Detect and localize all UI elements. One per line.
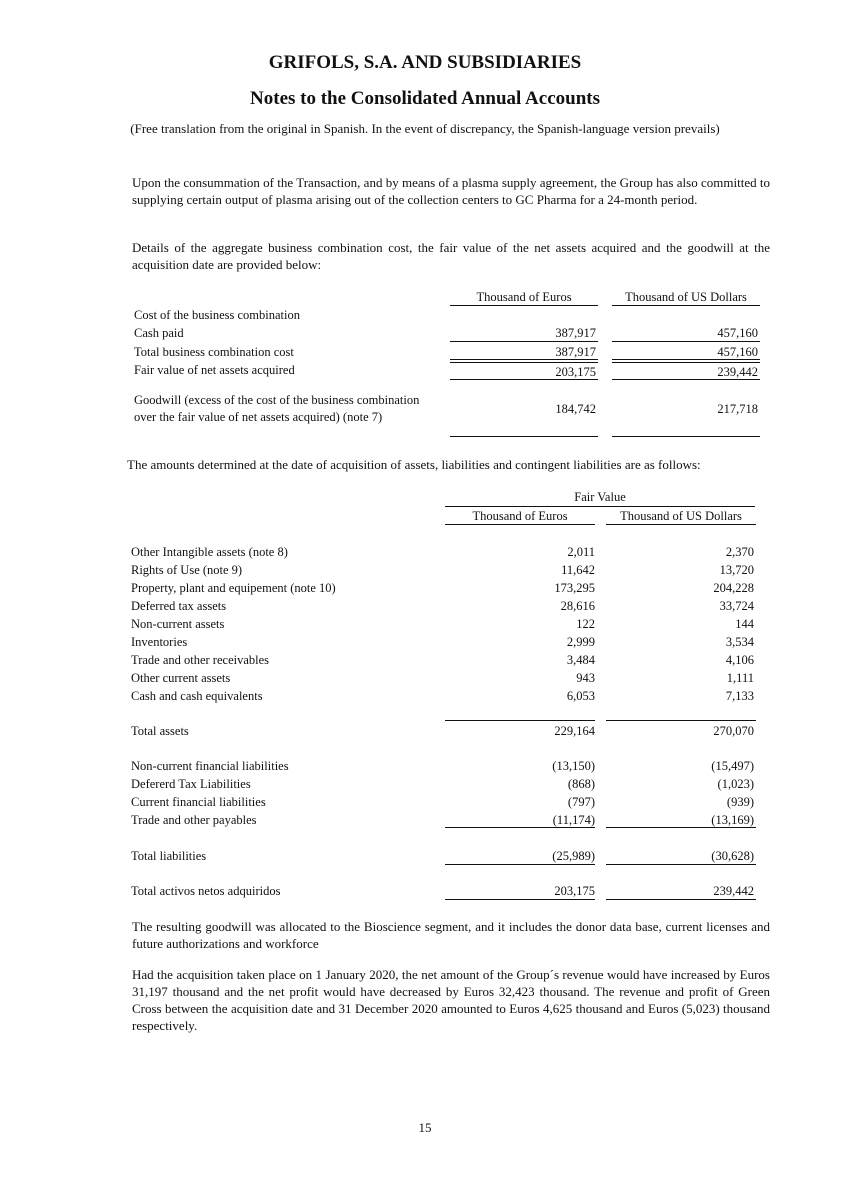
page-number: 15 xyxy=(418,1120,432,1135)
table1-row-label: Total business combination cost xyxy=(134,345,294,359)
table1-double-rule xyxy=(612,362,760,363)
asset-row-label: Deferred tax assets xyxy=(131,599,227,613)
asset-row-usd: 13,720 xyxy=(719,563,754,577)
total-net-assets-eur: 203,175 xyxy=(554,884,595,898)
table1-section-label: Cost of the business combination xyxy=(134,308,300,322)
goodwill-usd: 217,718 xyxy=(717,402,758,416)
asset-row-eur: 28,616 xyxy=(560,599,595,613)
liability-row-usd: (1,023) xyxy=(717,777,754,791)
asset-row-eur: 943 xyxy=(576,671,595,685)
asset-row-usd: 2,370 xyxy=(725,545,754,559)
total-liabilities-eur: (25,989) xyxy=(552,849,595,863)
asset-row-eur: 2,011 xyxy=(567,545,595,559)
liability-row-eur: (797) xyxy=(567,795,595,809)
table2-header-rule xyxy=(606,524,756,525)
paragraph-goodwill-allocation: The resulting goodwill was allocated to the Bioscience segment, and it includes the donor data base, current licenses and future authorizations and workforce xyxy=(132,919,770,951)
table2-header-usd: Thousand of US Dollars xyxy=(620,509,742,523)
asset-row-eur: 11,642 xyxy=(561,563,595,577)
table2-rule xyxy=(445,720,595,721)
liability-row-usd: (939) xyxy=(726,795,754,809)
liability-row-eur: (868) xyxy=(567,777,595,791)
total-assets-label: Total assets xyxy=(131,724,189,738)
asset-row-usd: 4,106 xyxy=(725,653,754,667)
table1-rule xyxy=(612,341,760,342)
liability-row-label: Trade and other payables xyxy=(131,813,257,827)
asset-row-usd: 3,534 xyxy=(725,635,754,649)
translation-note: (Free translation from the original in Spanish. In the event of discrepancy, the Spanish-language version prevails) xyxy=(130,121,720,136)
company-name: GRIFOLS, S.A. AND SUBSIDIARIES xyxy=(268,52,582,73)
liability-row-usd: (15,497) xyxy=(711,759,754,773)
table2-rule xyxy=(606,864,756,865)
paragraph-amounts-intro: The amounts determined at the date of acquisition of assets, liabilities and contingent liabilities are as follows: xyxy=(127,457,701,472)
table2-rule xyxy=(606,899,756,900)
asset-row-label: Other current assets xyxy=(131,671,231,685)
paragraph-pro-forma: Had the acquisition taken place on 1 January 2020, the net amount of the Group´s revenue would have increased by Euros 31,197 thousand and the net profit would have decreased by Euros 32,423 thousand. The revenue and profit of Green Cross between the acquisition date and 31 December 2020 amounted to Euros 4,625 thousand and Euros (5,023) thousand respectively. xyxy=(132,967,770,1033)
table1-row-usd: 239,442 xyxy=(717,365,758,379)
asset-row-usd: 1,111 xyxy=(726,671,754,685)
goodwill-label: over the fair value of net assets acquired) (note 7) xyxy=(134,410,383,424)
asset-row-label: Cash and cash equivalents xyxy=(131,689,263,703)
table1-double-rule xyxy=(450,359,598,360)
asset-row-usd: 144 xyxy=(735,617,754,631)
table2-group-rule xyxy=(445,506,755,507)
asset-row-eur: 2,999 xyxy=(566,635,595,649)
liability-row-eur: (11,174) xyxy=(552,813,595,827)
table1-rule xyxy=(450,436,598,437)
table1-rule xyxy=(450,379,598,380)
total-assets-usd: 270,070 xyxy=(713,724,754,738)
table2-rule xyxy=(445,899,595,900)
total-assets-eur: 229,164 xyxy=(554,724,595,738)
asset-row-usd: 7,133 xyxy=(725,689,754,703)
liability-row-label: Non-current financial liabilities xyxy=(131,759,289,773)
total-liabilities-label: Total liabilities xyxy=(131,849,207,863)
table1-rule xyxy=(612,436,760,437)
table1-rule xyxy=(612,379,760,380)
table1-rule xyxy=(450,341,598,342)
table1-row-eur: 387,917 xyxy=(555,326,596,340)
paragraph-plasma-supply: Upon the consummation of the Transaction, and by means of a plasma supply agreement, the Group has also committed to supplying certain output of plasma arising out of the collection centers to GC Pharma for a 24-month period. xyxy=(132,175,770,207)
total-net-assets-label: Total activos netos adquiridos xyxy=(131,884,281,898)
table1-row-eur: 203,175 xyxy=(555,365,596,379)
table1-row-usd: 457,160 xyxy=(717,326,758,340)
asset-row-eur: 122 xyxy=(576,617,595,631)
asset-row-usd: 204,228 xyxy=(713,581,754,595)
asset-row-label: Property, plant and equipement (note 10) xyxy=(131,581,336,595)
table1-double-rule xyxy=(450,362,598,363)
table1-double-rule xyxy=(612,359,760,360)
table2-header-rule xyxy=(445,524,595,525)
table1-row-usd: 457,160 xyxy=(717,345,758,359)
liability-row-usd: (13,169) xyxy=(711,813,754,827)
asset-row-label: Inventories xyxy=(131,635,188,649)
goodwill-label: Goodwill (excess of the cost of the business combination xyxy=(134,393,420,407)
page-title: Notes to the Consolidated Annual Accounts xyxy=(250,88,600,109)
asset-row-label: Non-current assets xyxy=(131,617,225,631)
liability-row-eur: (13,150) xyxy=(552,759,595,773)
asset-row-eur: 3,484 xyxy=(566,653,595,667)
asset-row-usd: 33,724 xyxy=(719,599,754,613)
table2-rule xyxy=(445,864,595,865)
table2-header-euros: Thousand of Euros xyxy=(472,509,568,523)
table1-header-euros: Thousand of Euros xyxy=(476,290,572,304)
table1-row-eur: 387,917 xyxy=(555,345,596,359)
table1-header-usd: Thousand of US Dollars xyxy=(625,290,747,304)
total-liabilities-usd: (30,628) xyxy=(711,849,754,863)
goodwill-eur: 184,742 xyxy=(555,402,596,416)
asset-row-eur: 6,053 xyxy=(566,689,595,703)
asset-row-label: Trade and other receivables xyxy=(131,653,270,667)
total-net-assets-usd: 239,442 xyxy=(713,884,754,898)
liability-row-label: Defererd Tax Liabilities xyxy=(131,777,251,791)
table2-group-header: Fair Value xyxy=(574,490,626,504)
asset-row-label: Rights of Use (note 9) xyxy=(131,563,243,577)
paragraph-combination-details: Details of the aggregate business combination cost, the fair value of the net assets acquired and the goodwill at the acquisition date are provided below: xyxy=(132,240,770,272)
table1-header-rule xyxy=(612,305,760,306)
liability-row-label: Current financial liabilities xyxy=(131,795,266,809)
asset-row-eur: 173,295 xyxy=(554,581,595,595)
table1-header-rule xyxy=(450,305,598,306)
table2-rule xyxy=(606,720,756,721)
table1-row-label: Cash paid xyxy=(134,326,184,340)
asset-row-label: Other Intangible assets (note 8) xyxy=(131,545,288,559)
table1-row-label: Fair value of net assets acquired xyxy=(134,363,295,377)
